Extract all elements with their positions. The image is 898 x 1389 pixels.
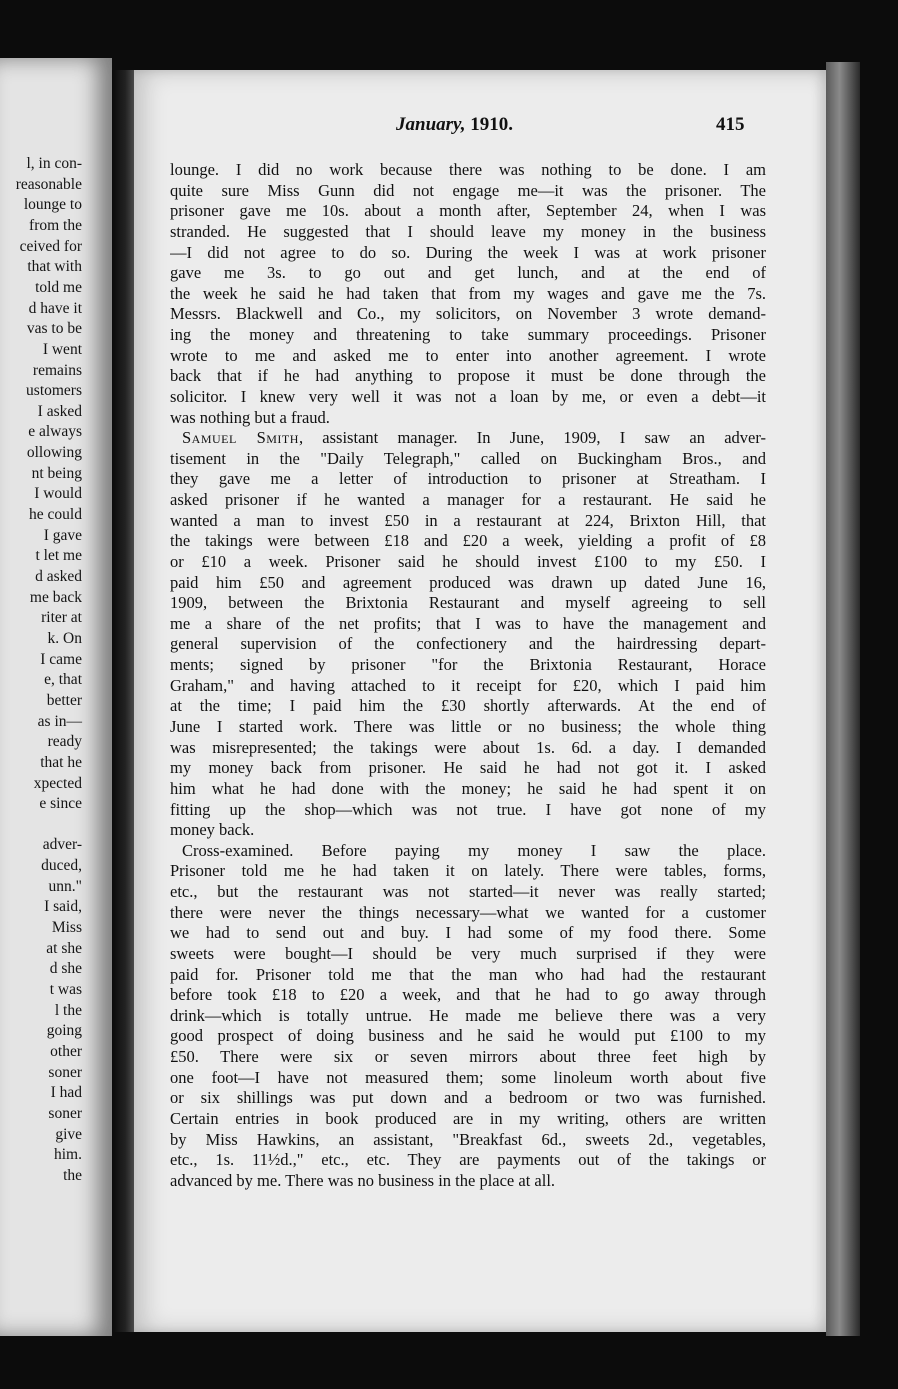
text-line: gave me 3s. to go out and get lunch, and at the end of <box>170 263 766 283</box>
facing-page-line: ceived for <box>19 237 82 255</box>
text-line: wanted a man to invest £50 in a restaurant at 224, Brixton Hill, that <box>170 510 766 530</box>
text-line: Prisoner told me he had taken it on lately. There were tables, forms, <box>170 861 766 881</box>
text-line: or £10 a week. Prisoner said he should invest £100 to my £50. I <box>170 551 766 571</box>
text-line: at the time; I paid him the £30 shortly afterwards. At the end of <box>170 696 766 716</box>
facing-page-line: soner <box>48 1104 82 1122</box>
facing-page-line: going <box>46 1022 82 1040</box>
facing-page-line: vas to be <box>26 320 82 338</box>
facing-page-line: reasonable <box>15 175 82 193</box>
facing-page-line: that with <box>27 258 82 276</box>
text-line: Graham," and having attached to it receipt for £20, which I paid him <box>170 675 766 695</box>
facing-page-line: remains <box>32 361 82 379</box>
text-line: prisoner gave me 10s. about a month after, September 24, when I was <box>170 201 766 221</box>
text-line: ments; signed by prisoner "for the Brixtonia Restaurant, Horace <box>170 655 766 675</box>
text-line: was nothing but a fraud. <box>170 407 330 427</box>
facing-page-line: duced, <box>41 857 82 875</box>
running-head-year: 1910. <box>470 114 514 135</box>
text-line: they gave me a letter of introduction to prisoner at Streatham. I <box>170 469 766 489</box>
text-line: tisement in the "Daily Telegraph," called on Buckingham Bros., and <box>170 448 766 468</box>
facing-page-line: lounge to <box>23 196 82 214</box>
facing-page-line: better <box>46 691 82 709</box>
text-line: drink—which is totally untrue. He made me believe there was a very <box>170 1005 766 1025</box>
facing-page-line: I asked <box>37 402 82 420</box>
text-line: stranded. He suggested that I should leave my money in the business <box>170 221 766 241</box>
text-line: back that if he had anything to propose it must be done through the <box>170 366 766 386</box>
text-line: quite sure Miss Gunn did not engage me—it was the prisoner. The <box>170 180 766 200</box>
text-line: me a share of the net profits; that I was to have the management and <box>170 613 766 633</box>
page-edge <box>826 62 860 1336</box>
facing-page-line: I went <box>42 340 82 358</box>
facing-page-line: at she <box>46 939 82 957</box>
text-line: general supervision of the confectionery and the hairdressing depart- <box>170 634 766 654</box>
text-line: lounge. I did no work because there was nothing to be done. I am <box>170 160 766 179</box>
facing-page-line: as in— <box>37 712 82 730</box>
facing-page-line: I said, <box>44 898 82 916</box>
text-line: wrote to me and asked me to enter into another agreement. I wrote <box>170 345 766 365</box>
text-line: £50. There were six or seven mirrors about three feet high by <box>170 1047 766 1067</box>
text-line: was misrepresented; the takings were about 1s. 6d. a day. I demanded <box>170 737 766 757</box>
text-line: fitting up the shop—which was not true. I have got none of my <box>170 799 766 819</box>
text-line: advanced by me. There was no business in the place at all. <box>170 1170 556 1190</box>
text-line: Cross-examined. Before paying my money I saw the place. <box>182 840 766 860</box>
facing-page-line: I came <box>40 650 82 668</box>
facing-page-line: him. <box>54 1146 82 1164</box>
witness-name: Samuel Smith <box>182 428 299 448</box>
text-line: June I started work. There was little or no business; the whole thing <box>170 717 766 736</box>
facing-page-line: the <box>63 1166 82 1184</box>
text-line: Messrs. Blackwell and Co., my solicitors, on November 3 wrote demand- <box>170 304 766 324</box>
text-line: paid for. Prisoner told me that the man who had had the restaurant <box>170 964 766 984</box>
page-number: 415 <box>716 114 745 135</box>
facing-page-line: other <box>50 1042 82 1060</box>
facing-page-line: told me <box>35 278 82 296</box>
facing-page-line: l the <box>54 1001 82 1019</box>
text-line: —I did not agree to do so. During the week I was at work prisoner <box>170 242 766 262</box>
text-line: paid him £50 and agreement produced was drawn up dated June 16, <box>170 572 766 592</box>
text-line: the takings were between £18 and £20 a week, yielding a profit of £8 <box>170 531 766 551</box>
text-line: asked prisoner if he wanted a manager for a restaurant. He said he <box>170 490 766 510</box>
facing-page-line: give <box>55 1125 82 1143</box>
facing-page-line: from the <box>29 216 82 234</box>
facing-page <box>0 58 112 1336</box>
text-line: 1909, between the Brixtonia Restaurant and myself agreeing to sell <box>170 593 766 613</box>
text-line: ing the money and threatening to take summary proceedings. Prisoner <box>170 325 766 345</box>
facing-page-line: l, in con- <box>26 155 82 172</box>
facing-page-line: k. On <box>47 629 82 647</box>
facing-page-line: Miss <box>51 919 82 937</box>
facing-page-line: riter at <box>41 609 82 627</box>
facing-page-line: t let me <box>35 547 82 565</box>
facing-page-line: t was <box>49 981 82 998</box>
text-line: the week he said he had taken that from my wages and gave me the 7s. <box>170 283 766 303</box>
text-line: money back. <box>170 820 255 840</box>
text-line: one foot—I have not measured them; some linoleum worth about five <box>170 1067 766 1087</box>
facing-page-line: d have it <box>28 299 82 317</box>
facing-page-line: e, that <box>44 671 82 689</box>
facing-page-line: nt being <box>31 464 82 482</box>
text-line: Certain entries in book produced are in my writing, others are written <box>170 1108 766 1128</box>
facing-page-line: I would <box>34 485 82 503</box>
text-line: there were never the things necessary—what we wanted for a customer <box>170 902 766 922</box>
running-head <box>396 114 513 136</box>
facing-page-line: ready <box>47 733 82 751</box>
facing-page-line: d she <box>49 960 82 978</box>
facing-page-line: I gave <box>43 526 82 544</box>
facing-page-line: unn." <box>48 877 82 895</box>
text-line: we had to send out and buy. I had some of my food there. Some <box>170 923 766 943</box>
facing-page-line: me back <box>29 588 82 606</box>
text-line: him what he had done with the money; he said he had spent it on <box>170 778 766 798</box>
facing-page-line: ollowing <box>26 444 82 462</box>
facing-page-line: ustomers <box>26 382 82 400</box>
text-line: good prospect of doing business and he said he would put £100 to my <box>170 1026 766 1046</box>
facing-page-line: I had <box>50 1084 82 1102</box>
facing-page-line: he could <box>29 506 82 524</box>
text-line: etc., 1s. 11½d.," etc., etc. They are payments out of the takings or <box>170 1150 766 1170</box>
text-line: solicitor. I knew very well it was not a loan by me, or even a debt—it <box>170 386 766 406</box>
facing-page-line: soner <box>48 1063 82 1081</box>
facing-page-line: e always <box>28 423 82 441</box>
facing-page-line: xpected <box>33 774 82 792</box>
text-line: etc., but the restaurant was not started—it never was really started; <box>170 882 766 902</box>
facing-page-line: adver- <box>42 836 82 854</box>
text-line: Samuel Smith, assistant manager. In June, 1909, I saw an adver- <box>182 428 766 448</box>
text-line: before took £18 to £20 a week, and that he had to go away through <box>170 985 766 1005</box>
book-gutter <box>112 70 134 1332</box>
facing-page-line: that he <box>40 753 82 771</box>
text-line: by Miss Hawkins, an assistant, "Breakfast 6d., sweets 2d., vegetables, <box>170 1129 766 1149</box>
text-line: sweets were bought—I should be very much surprised if they were <box>170 943 766 963</box>
facing-page-line: e since <box>39 795 82 813</box>
facing-page-line: d asked <box>35 568 82 585</box>
text-line: or six shillings was put down and a bedroom or two was furnished. <box>170 1088 766 1108</box>
running-head-month: January, <box>396 114 466 135</box>
text-line: my money back from prisoner. He said he had not got it. I asked <box>170 758 766 778</box>
